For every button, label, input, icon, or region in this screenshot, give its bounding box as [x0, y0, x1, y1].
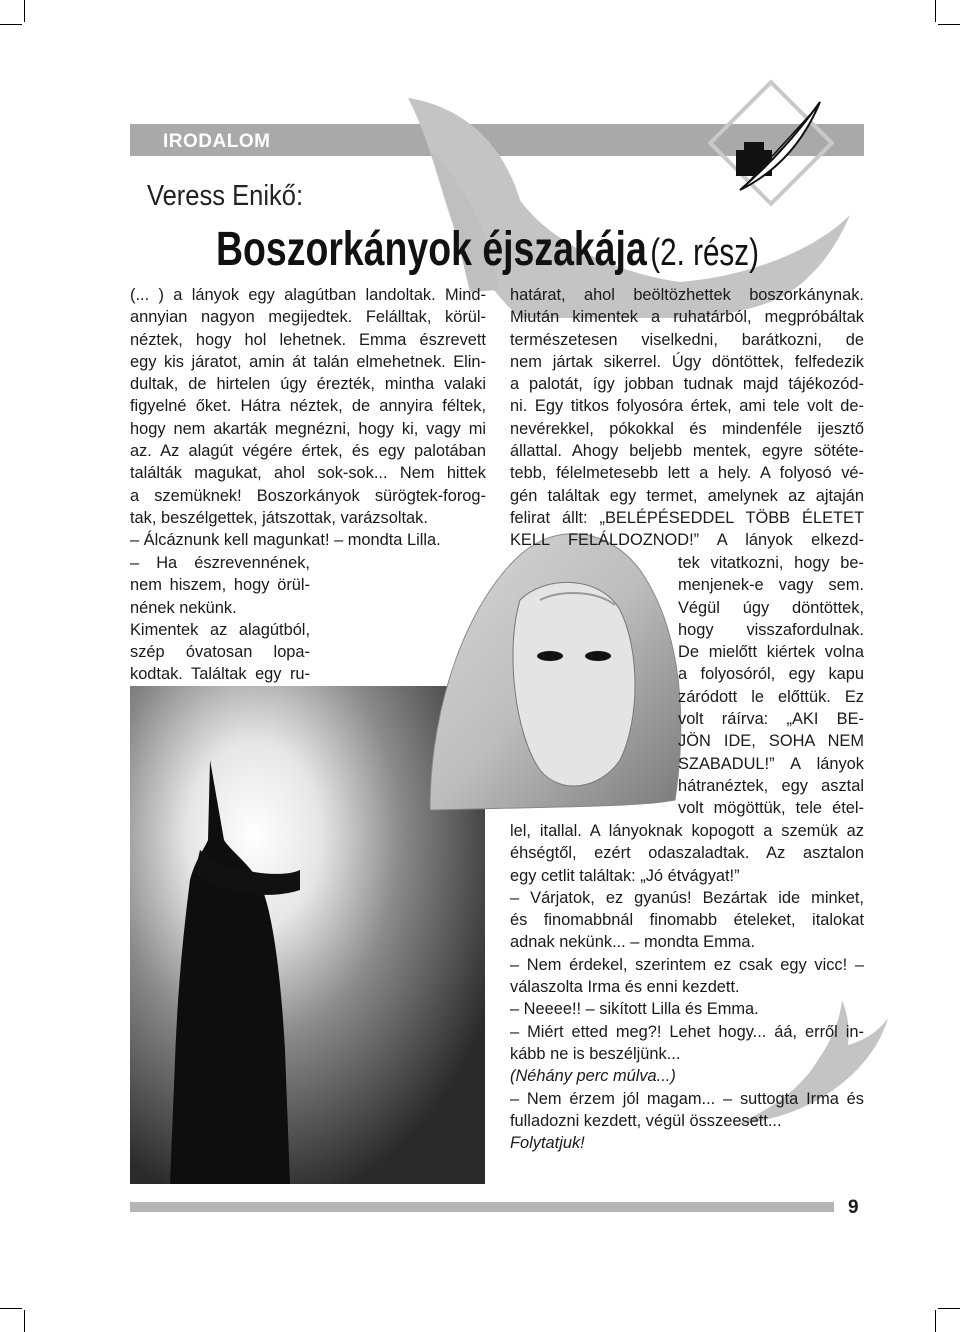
title-part: (2. rész)	[650, 232, 759, 274]
text-line: hátranéztek, egy asztal	[678, 776, 864, 795]
text-line: volt mögöttük, tele étel-	[678, 799, 864, 818]
text-line: tebb, félelmetesebb lett a hely. A folyosó vé-	[510, 464, 864, 483]
quill-logo-icon	[710, 82, 832, 204]
left-column-wrap-text	[130, 552, 310, 686]
text-line: éhségtől, ezért odaszaladtak. Az asztalon	[510, 844, 864, 863]
text-line: Miután kimentek a ruhatárból, megpróbáltak	[510, 308, 864, 327]
text-line: tek vitatkozni, hogy be-	[678, 554, 864, 572]
text-line: KELL FELÁLDOZNOD!” A lányok elkezd-	[510, 531, 864, 550]
text-line: természetesen viselkedni, barátkozni, de	[510, 330, 864, 349]
text-line: a szemüknek! Boszorkányok sürögtek-forog-	[130, 486, 486, 505]
text-line: kodtak. Találtak egy ru-	[130, 665, 310, 684]
text-line: hogy visszafordulnak.	[678, 620, 864, 639]
text-line: kább ne is beszéljünk...	[510, 1044, 681, 1063]
article-title	[216, 222, 759, 277]
continued-note: Folytatjuk!	[510, 1134, 585, 1153]
text-line: és finomabbnál finomabb ételeket, italokat	[510, 911, 864, 930]
footer-band	[130, 1202, 834, 1212]
text-line: nevérekkel, pókokkal és mindenféle ijesztő	[510, 419, 864, 438]
text-line: (... ) a lányok egy alagútban landoltak. Mind-	[130, 286, 486, 304]
text-line: JÖN IDE, SOHA NEM	[678, 732, 864, 751]
text-line: – Várjatok, ez gyanús! Bezártak ide minket,	[510, 888, 864, 907]
text-line: nem jártak sikerrel. Úgy döntöttek, felfedezik	[510, 352, 864, 371]
text-line: De mielőtt kiértek volna	[678, 643, 864, 662]
text-line: – Neeee!! – sikított Lilla és Emma.	[510, 1000, 759, 1019]
right-column-bottom-text	[510, 820, 864, 1154]
text-line: nem hiszem, hogy örül-	[130, 576, 310, 595]
text-line: gén találtak egy termet, amelynek az ajtaján	[510, 486, 864, 505]
text-line: – Ha észrevennének,	[130, 554, 310, 572]
italic-note: (Néhány perc múlva...)	[510, 1067, 676, 1086]
text-line: annyian nagyon megijedtek. Felálltak, körül-	[130, 308, 486, 327]
author-name: Veress Enikő:	[147, 180, 304, 212]
text-line: állattal. Ahogy beljebb mentek, egyre sötéte-	[510, 442, 864, 461]
text-line: Kimentek az alagútból,	[130, 620, 310, 639]
text-line: határat, ahol beöltözhettek boszorkánynak.	[510, 286, 864, 304]
text-line: figyelné őket. Hátra néztek, de annyira féltek,	[130, 397, 486, 416]
text-line: találták magukat, ahol sok-sok... Nem hittek	[130, 464, 486, 483]
text-line: menjenek-e vagy sem.	[678, 576, 864, 595]
text-line: volt ráírva: „AKI BE-	[678, 710, 864, 729]
text-line: – Nem érzem jól magam... – suttogta Irma és	[510, 1089, 864, 1108]
text-line: a folyosóról, egy kapu	[678, 665, 864, 684]
text-line: hogy nem akarták megnézni, hogy ki, vagy mi	[130, 419, 486, 438]
text-line: SZABADUL!” A lányok	[678, 754, 864, 773]
right-column-text	[510, 284, 864, 552]
text-line: dultak, de hirtelen úgy érezték, mintha valaki	[130, 375, 486, 394]
text-line: felirat állt: „BELÉPÉSEDDEL TÖBB ÉLETET	[510, 508, 864, 527]
left-column-text	[130, 284, 486, 552]
section-label: IRODALOM	[163, 131, 271, 152]
text-line: – Álcáznunk kell magunkat! – mondta Lilla.	[130, 531, 441, 550]
hooded-figure-illustration	[430, 534, 681, 810]
text-line: tak, beszélgettek, játszottak, varázsoltak.	[130, 508, 428, 527]
text-line: egy cetlit találtak: „Jó étvágyat!”	[510, 866, 740, 885]
text-line: ni. Egy titkos folyosóra értek, ami tele volt de-	[510, 397, 864, 416]
text-line: – Nem érdekel, szerintem ez csak egy vicc! –	[510, 955, 864, 974]
text-line: egy kis járatot, amin át talán elmehetnek. Elin-	[130, 352, 486, 371]
text-line: az. Az alagút végére értek, és egy palotában	[130, 442, 486, 461]
text-line: záródott le előttük. Ez	[678, 687, 864, 706]
text-line: Végül úgy döntöttek,	[678, 598, 864, 617]
witch-photo	[130, 686, 485, 1184]
text-line: adnak nekünk... – mondta Emma.	[510, 933, 756, 952]
title-main: Boszorkányok éjszakája	[216, 223, 647, 276]
text-line: válaszolta Irma és enni kezdett.	[510, 978, 740, 997]
text-line: a palotát, így jobban tudnak majd tájékozód-	[510, 375, 864, 394]
text-line: – Miért etted meg?! Lehet hogy... áá, erről in-	[510, 1022, 864, 1041]
text-line: fulladozni kezdett, végül összeesett...	[510, 1111, 782, 1130]
text-line: szép óvatosan lopa-	[130, 643, 310, 662]
right-column-wrap-text	[678, 552, 864, 820]
text-line: nének nekünk.	[130, 598, 237, 617]
text-line: lel, itallal. A lányoknak kopogott a szemük az	[510, 822, 864, 840]
text-line: néztek, hogy hol lehetnek. Emma észrevett	[130, 330, 486, 349]
page-number: 9	[848, 1197, 859, 1218]
